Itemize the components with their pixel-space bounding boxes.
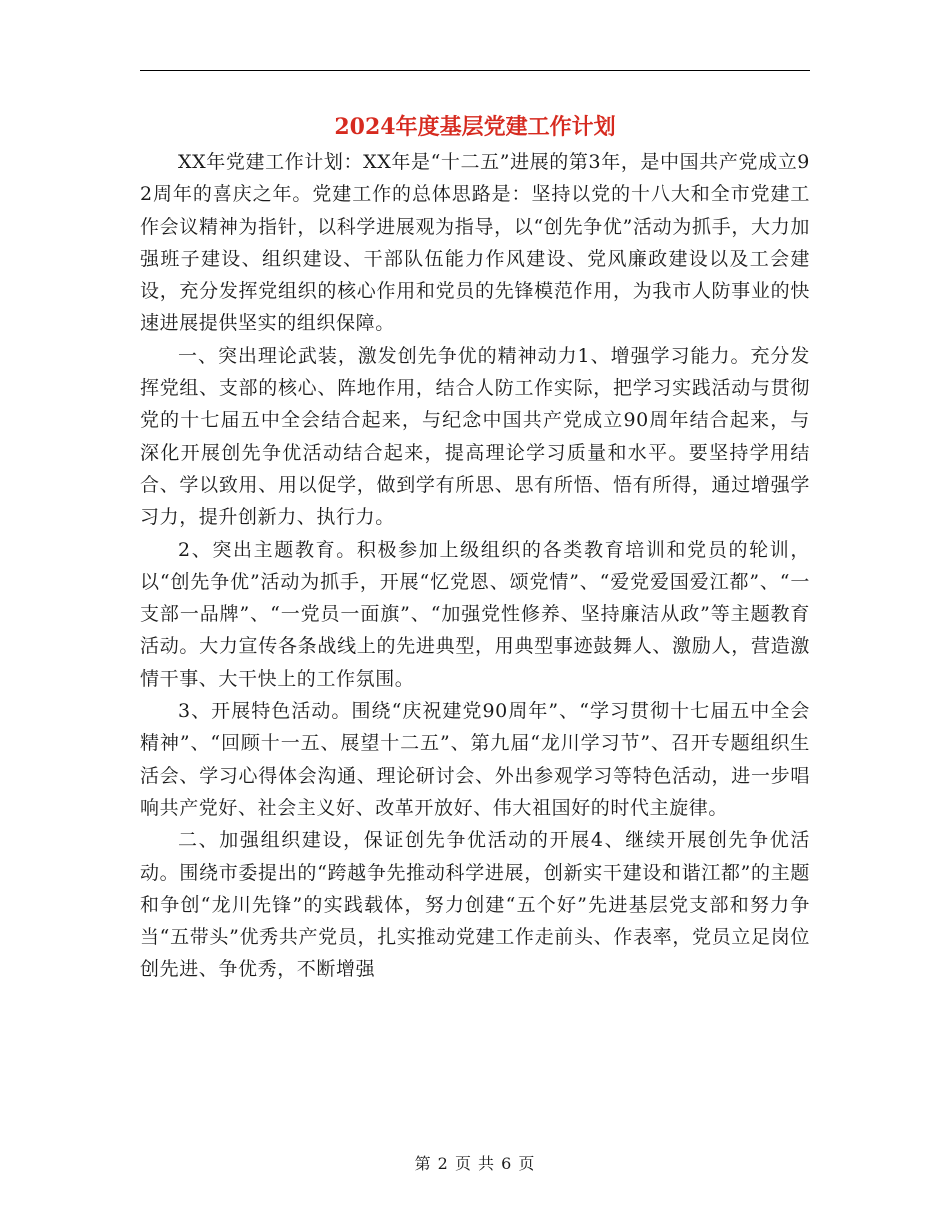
document-body <box>140 146 810 986</box>
page-footer <box>140 1152 810 1176</box>
paragraph: 一、突出理论武装，激发创先争优的精神动力1、增强学习能力。充分发挥党组、支部的核心、阵地作用，结合人防工作实际，把学习实践活动与贯彻党的十七届五中全会结合起来，与纪念中国共产党成立90周年结合起来，与深化开展创先争优活动结合起来，提高理论学习质量和水平。要坚持学用结合、学以致用、用以促学，做到学有所思、思有所悟、悟有所得，通过增强学习力，提升创新力、执行力。 <box>140 344 810 529</box>
document-title: 2024年度基层党建工作计划 <box>334 114 616 140</box>
paragraph: XX年党建工作计划：XX年是“十二五”进展的第3年，是中国共产党成立92周年的喜庆之年。党建工作的总体思路是：坚持以党的十八大和全市党建工作会议精神为指针，以科学进展观为指导，以“创先争优”活动为抓手，大力加强班子建设、组织建设、干部队伍能力作风建设、党风廉政建设以及工会建设，充分发挥党组织的核心作用和党员的先锋模范作用，为我市人防事业的快速进展提供坚实的组织保障。 <box>140 151 810 335</box>
paragraph: 2、突出主题教育。积极参加上级组织的各类教育培训和党员的轮训，以“创先争优”活动为抓手，开展“忆党恩、颂党情”、“爱党爱国爱江都”、“一支部一品牌”、“一党员一面旗”、“加强党性修养、坚持廉洁从政”等主题教育活动。大力宣传各条战线上的先进典型，用典型事迹鼓舞人、激励人，营造激情干事、大干快上的工作氛围。 <box>140 538 810 690</box>
header-rule <box>140 70 810 71</box>
page-number: 第 2 页 共 6 页 <box>414 1154 536 1173</box>
paragraph: 二、加强组织建设，保证创先争优活动的开展4、继续开展创先争优活动。围绕市委提出的“跨越争先推动科学进展，创新实干建设和谐江都”的主题和争创“龙川先锋”的实践载体，努力创建“五个好”先进基层党支部和努力争当“五带头”优秀共产党员，扎实推动党建工作走前头、作表率，党员立足岗位创先进、争优秀，不断增强 <box>140 829 810 981</box>
paragraph: 3、开展特色活动。围绕“庆祝建党90周年”、“学习贯彻十七届五中全会精神”、“回顾十一五、展望十二五”、第九届“龙川学习节”、召开专题组织生活会、学习心得体会沟通、理论研讨会、外出参观学习等特色活动，进一步唱响共产党好、社会主义好、改革开放好、伟大祖国好的时代主旋律。 <box>140 700 810 819</box>
